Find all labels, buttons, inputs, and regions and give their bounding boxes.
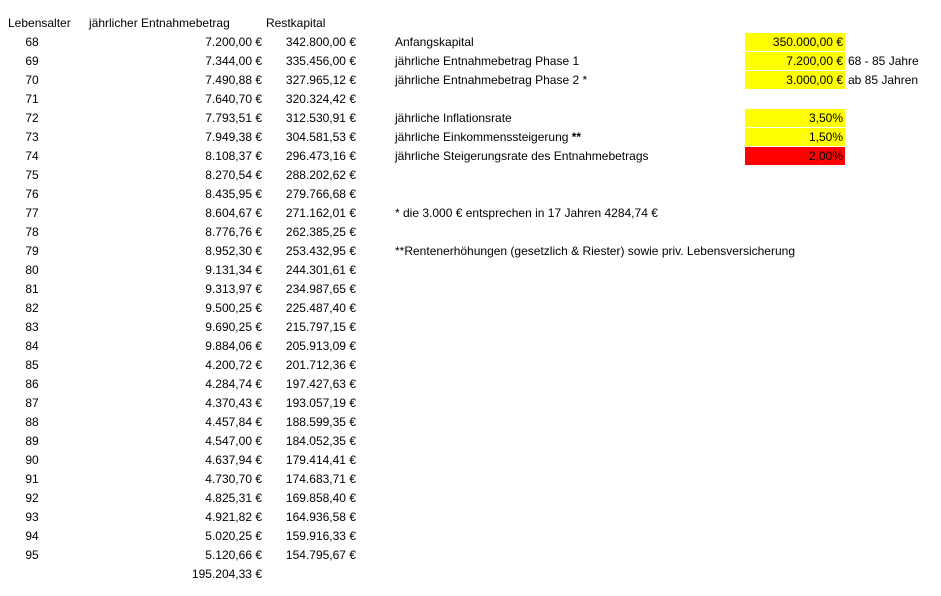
row-age-cell[interactable]: 89 <box>25 434 39 448</box>
row-withdrawal-cell[interactable]: 7.793,51 € <box>205 111 262 125</box>
row-capital-cell[interactable]: 234.987,65 € <box>285 282 356 296</box>
row-age-cell[interactable]: 83 <box>25 320 39 334</box>
row-withdrawal-cell[interactable]: 4.200,72 € <box>205 358 262 372</box>
row-withdrawal-cell[interactable]: 9.884,06 € <box>205 339 262 353</box>
row-capital-cell[interactable]: 225.487,40 € <box>285 301 356 315</box>
row-withdrawal-cell[interactable]: 4.730,70 € <box>205 472 262 486</box>
phase1-value[interactable]: 7.200,00 € <box>745 52 845 70</box>
row-age-cell[interactable]: 88 <box>25 415 39 429</box>
row-capital-cell[interactable]: 327.965,12 € <box>285 73 356 87</box>
total-withdrawal-cell[interactable]: 195.204,33 € <box>191 567 262 581</box>
row-age-cell[interactable]: 94 <box>25 529 39 543</box>
row-age-cell[interactable]: 95 <box>25 548 39 562</box>
row-capital-cell[interactable]: 288.202,62 € <box>285 168 356 182</box>
row-capital-cell[interactable]: 197.427,63 € <box>285 377 356 391</box>
row-capital-cell[interactable]: 271.162,01 € <box>285 206 356 220</box>
row-withdrawal-cell[interactable]: 9.131,34 € <box>205 263 262 277</box>
row-age-cell[interactable]: 69 <box>25 54 39 68</box>
withdrawal-growth-label: jährliche Steigerungsrate des Entnahmebetrags <box>395 149 649 163</box>
row-capital-cell[interactable]: 205.913,09 € <box>285 339 356 353</box>
row-capital-cell[interactable]: 304.581,53 € <box>285 130 356 144</box>
row-withdrawal-cell[interactable]: 4.921,82 € <box>205 510 262 524</box>
row-age-cell[interactable]: 76 <box>25 187 39 201</box>
row-capital-cell[interactable]: 179.414,41 € <box>285 453 356 467</box>
row-age-cell[interactable]: 70 <box>25 73 39 87</box>
row-age-cell[interactable]: 77 <box>25 206 39 220</box>
row-age-cell[interactable]: 92 <box>25 491 39 505</box>
row-capital-cell[interactable]: 262.385,25 € <box>285 225 356 239</box>
row-capital-cell[interactable]: 164.936,58 € <box>285 510 356 524</box>
row-withdrawal-cell[interactable]: 9.690,25 € <box>205 320 262 334</box>
row-capital-cell[interactable]: 159.916,33 € <box>285 529 356 543</box>
row-withdrawal-cell[interactable]: 8.108,37 € <box>205 149 262 163</box>
row-capital-cell[interactable]: 279.766,68 € <box>285 187 356 201</box>
row-age-cell[interactable]: 71 <box>25 92 39 106</box>
row-age-cell[interactable]: 73 <box>25 130 39 144</box>
row-withdrawal-cell[interactable]: 7.490,88 € <box>205 73 262 87</box>
row-age-cell[interactable]: 84 <box>25 339 39 353</box>
row-age-cell[interactable]: 74 <box>25 149 39 163</box>
row-age-cell[interactable]: 68 <box>25 35 39 49</box>
row-capital-cell[interactable]: 342.800,00 € <box>285 35 356 49</box>
header-age: Lebensalter <box>8 16 71 30</box>
row-withdrawal-cell[interactable]: 4.370,43 € <box>205 396 262 410</box>
row-withdrawal-cell[interactable]: 4.284,74 € <box>205 377 262 391</box>
row-capital-cell[interactable]: 193.057,19 € <box>285 396 356 410</box>
row-withdrawal-cell[interactable]: 8.604,67 € <box>205 206 262 220</box>
row-withdrawal-cell[interactable]: 9.313,97 € <box>205 282 262 296</box>
row-age-cell[interactable]: 78 <box>25 225 39 239</box>
row-capital-cell[interactable]: 201.712,36 € <box>285 358 356 372</box>
row-age-cell[interactable]: 85 <box>25 358 39 372</box>
row-capital-cell[interactable]: 174.683,71 € <box>285 472 356 486</box>
row-withdrawal-cell[interactable]: 7.640,70 € <box>205 92 262 106</box>
row-age-cell[interactable]: 82 <box>25 301 39 315</box>
withdrawal-growth-value[interactable]: 2,00% <box>745 147 845 165</box>
footnote-income-growth: **Rentenerhöhungen (gesetzlich & Riester) sowie priv. Lebensversicherung <box>395 244 795 258</box>
row-capital-cell[interactable]: 169.858,40 € <box>285 491 356 505</box>
income-growth-label-text: jährliche Einkommenssteigerung <box>395 130 572 144</box>
header-withdrawal: jährlicher Entnahmebetrag <box>89 16 230 30</box>
row-age-cell[interactable]: 91 <box>25 472 39 486</box>
row-capital-cell[interactable]: 335.456,00 € <box>285 54 356 68</box>
row-withdrawal-cell[interactable]: 7.200,00 € <box>205 35 262 49</box>
phase2-value[interactable]: 3.000,00 € <box>745 71 845 89</box>
row-age-cell[interactable]: 80 <box>25 263 39 277</box>
income-growth-value[interactable]: 1,50% <box>745 128 845 146</box>
row-withdrawal-cell[interactable]: 5.120,66 € <box>205 548 262 562</box>
start-capital-value[interactable]: 350.000,00 € <box>745 33 845 51</box>
row-capital-cell[interactable]: 312.530,91 € <box>285 111 356 125</box>
row-age-cell[interactable]: 79 <box>25 244 39 258</box>
row-age-cell[interactable]: 72 <box>25 111 39 125</box>
income-growth-label-marker: ** <box>571 130 582 144</box>
row-age-cell[interactable]: 93 <box>25 510 39 524</box>
phase1-label: jährliche Entnahmebetrag Phase 1 <box>395 54 580 68</box>
row-age-cell[interactable]: 90 <box>25 453 39 467</box>
row-withdrawal-cell[interactable]: 4.637,94 € <box>205 453 262 467</box>
row-capital-cell[interactable]: 184.052,35 € <box>285 434 356 448</box>
row-capital-cell[interactable]: 296.473,16 € <box>285 149 356 163</box>
footnote-phase2: * die 3.000 € entsprechen in 17 Jahren 4284,74 € <box>395 206 658 220</box>
row-withdrawal-cell[interactable]: 9.500,25 € <box>205 301 262 315</box>
row-withdrawal-cell[interactable]: 7.949,38 € <box>205 130 262 144</box>
row-capital-cell[interactable]: 244.301,61 € <box>285 263 356 277</box>
row-age-cell[interactable]: 81 <box>25 282 39 296</box>
header-capital: Restkapital <box>266 16 326 30</box>
row-withdrawal-cell[interactable]: 4.825,31 € <box>205 491 262 505</box>
phase2-label: jährliche Entnahmebetrag Phase 2 * <box>395 73 588 87</box>
row-capital-cell[interactable]: 154.795,67 € <box>285 548 356 562</box>
row-withdrawal-cell[interactable]: 5.020,25 € <box>205 529 262 543</box>
row-withdrawal-cell[interactable]: 8.435,95 € <box>205 187 262 201</box>
row-age-cell[interactable]: 87 <box>25 396 39 410</box>
row-age-cell[interactable]: 75 <box>25 168 39 182</box>
inflation-value[interactable]: 3,50% <box>745 109 845 127</box>
row-withdrawal-cell[interactable]: 8.270,54 € <box>205 168 262 182</box>
row-withdrawal-cell[interactable]: 4.457,84 € <box>205 415 262 429</box>
row-withdrawal-cell[interactable]: 8.952,30 € <box>205 244 262 258</box>
row-withdrawal-cell[interactable]: 7.344,00 € <box>205 54 262 68</box>
row-age-cell[interactable]: 86 <box>25 377 39 391</box>
row-capital-cell[interactable]: 320.324,42 € <box>285 92 356 106</box>
row-withdrawal-cell[interactable]: 4.547,00 € <box>205 434 262 448</box>
phase2-note: ab 85 Jahren <box>848 73 919 87</box>
row-capital-cell[interactable]: 188.599,35 € <box>285 415 356 429</box>
start-capital-label: Anfangskapital <box>395 35 474 49</box>
phase1-note: 68 - 85 Jahre <box>848 54 919 68</box>
row-capital-cell[interactable]: 253.432,95 € <box>285 244 356 258</box>
income-growth-label <box>395 128 581 146</box>
row-withdrawal-cell[interactable]: 8.776,76 € <box>205 225 262 239</box>
inflation-label: jährliche Inflationsrate <box>395 111 512 125</box>
row-capital-cell[interactable]: 215.797,15 € <box>285 320 356 334</box>
